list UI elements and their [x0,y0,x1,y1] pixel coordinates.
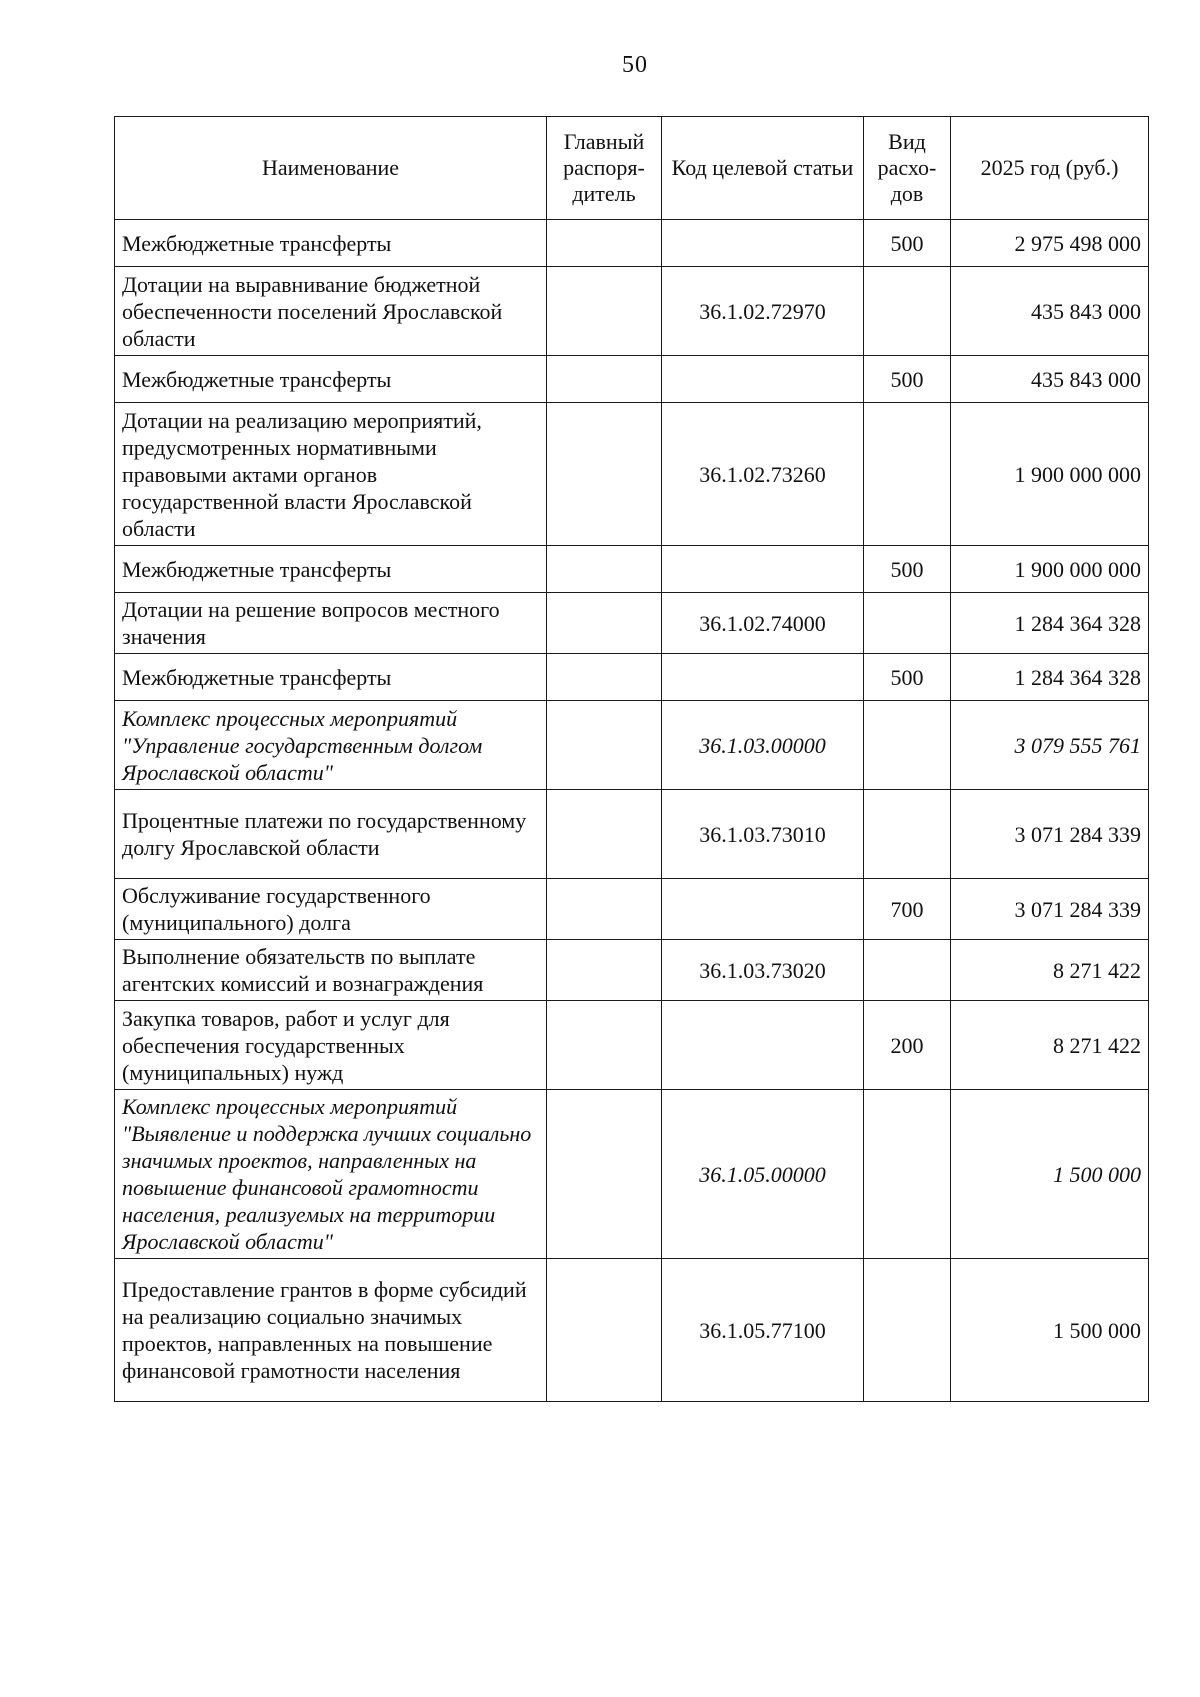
cell-amount: 3 071 284 339 [951,790,1149,879]
cell-type [864,1259,951,1402]
cell-name: Выполнение обязательств по выплате агентских комиссий и вознаграждения [115,940,547,1001]
cell-amount: 1 500 000 [951,1259,1149,1402]
cell-amount: 1 900 000 000 [951,546,1149,593]
cell-admin [547,654,662,701]
cell-type [864,790,951,879]
cell-type [864,267,951,356]
table-row [115,356,1149,403]
cell-amount: 8 271 422 [951,1001,1149,1090]
table-header-row [115,117,1149,220]
cell-amount: 1 284 364 328 [951,654,1149,701]
cell-code [662,356,864,403]
cell-code: 36.1.03.73010 [662,790,864,879]
cell-admin [547,1259,662,1402]
cell-admin [547,267,662,356]
cell-name: Межбюджетные трансферты [115,654,547,701]
cell-code [662,546,864,593]
cell-type: 500 [864,546,951,593]
table-row [115,879,1149,940]
cell-code: 36.1.03.73020 [662,940,864,1001]
table-row [115,267,1149,356]
cell-admin [547,403,662,546]
header-code: Код целевой статьи [662,117,864,220]
cell-amount: 1 500 000 [951,1090,1149,1259]
cell-name: Комплекс процессных мероприятий "Выявление и поддержка лучших социально значимых проектов, направленных на повышение финансовой грамотности населения, реализуемых на территории Ярославской области" [115,1090,547,1259]
cell-code: 36.1.05.77100 [662,1259,864,1402]
header-type: Вид расхо-дов [864,117,951,220]
cell-admin [547,701,662,790]
header-admin: Главный распоря-дитель [547,117,662,220]
cell-name: Закупка товаров, работ и услуг для обеспечения государственных (муниципальных) нужд [115,1001,547,1090]
table-row [115,1090,1149,1259]
cell-name: Предоставление грантов в форме субсидий на реализацию социально значимых проектов, направленных на повышение финансовой грамотности населения [115,1259,547,1402]
table-row [115,546,1149,593]
cell-admin [547,220,662,267]
cell-type [864,701,951,790]
page-number: 50 [622,52,648,78]
cell-amount: 1 900 000 000 [951,403,1149,546]
cell-type: 500 [864,356,951,403]
table-row [115,790,1149,879]
cell-admin [547,940,662,1001]
table-row [115,1001,1149,1090]
table-row [115,940,1149,1001]
cell-code: 36.1.05.00000 [662,1090,864,1259]
cell-amount: 1 284 364 328 [951,593,1149,654]
cell-name: Межбюджетные трансферты [115,356,547,403]
cell-admin [547,356,662,403]
cell-code: 36.1.03.00000 [662,701,864,790]
cell-type [864,593,951,654]
cell-type: 500 [864,654,951,701]
cell-code: 36.1.02.73260 [662,403,864,546]
cell-admin [547,790,662,879]
table-row [115,701,1149,790]
table-row [115,220,1149,267]
budget-table [114,116,1149,1402]
cell-code [662,220,864,267]
cell-name: Межбюджетные трансферты [115,546,547,593]
cell-admin [547,1001,662,1090]
cell-type: 700 [864,879,951,940]
cell-name: Дотации на выравнивание бюджетной обеспеченности поселений Ярославской области [115,267,547,356]
cell-code: 36.1.02.72970 [662,267,864,356]
cell-type [864,1090,951,1259]
cell-admin [547,879,662,940]
cell-code [662,1001,864,1090]
cell-amount: 435 843 000 [951,356,1149,403]
cell-type: 200 [864,1001,951,1090]
table-row [115,593,1149,654]
cell-name: Межбюджетные трансферты [115,220,547,267]
header-amount: 2025 год (руб.) [951,117,1149,220]
table-row [115,1259,1149,1402]
cell-name: Дотации на решение вопросов местного значения [115,593,547,654]
cell-name: Дотации на реализацию мероприятий, предусмотренных нормативными правовыми актами органов государственной власти Ярославской области [115,403,547,546]
cell-name: Обслуживание государственного (муниципального) долга [115,879,547,940]
cell-code [662,879,864,940]
cell-type [864,940,951,1001]
table-row [115,654,1149,701]
cell-type [864,403,951,546]
cell-code: 36.1.02.74000 [662,593,864,654]
cell-amount: 3 071 284 339 [951,879,1149,940]
table-row [115,403,1149,546]
cell-amount: 3 079 555 761 [951,701,1149,790]
cell-admin [547,1090,662,1259]
cell-name: Процентные платежи по государственному долгу Ярославской области [115,790,547,879]
cell-amount: 435 843 000 [951,267,1149,356]
cell-code [662,654,864,701]
cell-admin [547,593,662,654]
cell-name: Комплекс процессных мероприятий "Управление государственным долгом Ярославской области" [115,701,547,790]
cell-admin [547,546,662,593]
cell-amount: 2 975 498 000 [951,220,1149,267]
cell-type: 500 [864,220,951,267]
cell-amount: 8 271 422 [951,940,1149,1001]
header-name: Наименование [115,117,547,220]
table-body [115,220,1149,1402]
